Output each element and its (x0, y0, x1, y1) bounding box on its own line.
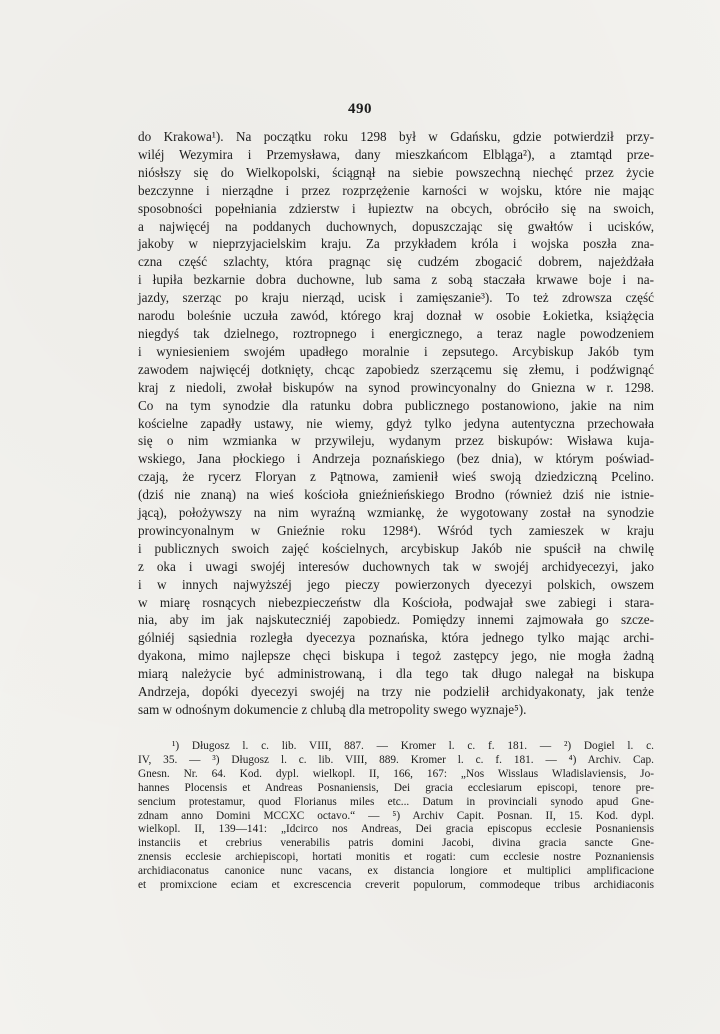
footnote-line: et promixcione eciam et excrescencia creverit populorum, commodeque tribus archidiaconis (138, 879, 654, 892)
body-line: do Krakowa¹). Na początku roku 1298 był w Gdańsku, gdzie potwierdził przy- (138, 129, 654, 144)
body-line: kościelne zapadły ustawy, nie wiemy, gdyż tylko jedyna autentyczna przechowała (138, 415, 654, 431)
footnote-line: sencium protestamur, quod Florianus miles etc... Datum in provinciali synodo apud Gne- (138, 795, 654, 808)
body-line: gólniéj sąsiednia rozległa dyecezya poznańska, która jednego tylko mając archi- (138, 630, 654, 646)
body-line: wiléj Wezymira i Przemysława, dany mieszkańcom Elbląga²), a ztamtąd prze- (138, 146, 654, 162)
body-line: narodu boleśnie uczuła zawód, którego kraj doznał w osobie Łokietka, książęcia (138, 308, 654, 324)
body-line: i publicznych swoich zajęć kościelnych, arcybiskup Jakób nie spuścił na chwilę (138, 540, 654, 556)
body-line: sposobności popełniania zdzierstw i łupieztw na obcych, obróciło się na swoich, (138, 200, 654, 216)
body-line: dyakona, mimo najlepsze chęci biskupa i tegoż zastępcy jego, nie mogła żadną (138, 648, 654, 664)
body-line: czają, że rycerz Floryan z Pątnowa, zamienił wieś swoją dziedziczną Pcelino. (138, 469, 654, 485)
body-line: sam w odnośnym dokumencie z chlubą dla metropolity swego wyznaje⁵). (138, 702, 527, 717)
footnote-line: IV, 35. — ³) Długosz l. c. lib. VIII, 889. Kromer l. c. f. 181. — ⁴) Archiv. Cap. (138, 753, 654, 766)
body-line: Co na tym synodzie dla ratunku dobra publicznego postanowiono, jakie na nim (138, 397, 654, 413)
footnote-line: Gnesn. Nr. 64. Kod. dypl. wielkopl. II, 166, 167: „Nos Wisslaus Wladislaviensis, Jo- (138, 767, 654, 780)
body-line: niósłszy się do Wielkopolski, ściągnął na siebie powszechną niechęć przez życie (138, 164, 654, 180)
body-line: jakoby w nieprzyjacielskim kraju. Za przykładem króla i wojska poszła zna- (138, 236, 654, 252)
body-line: wskiego, Jana płockiego i Andrzeja poznańskiego (bez dnia), w którym poświad- (138, 451, 654, 467)
body-line: Andrzeja, dopóki dyecezyi swojéj na trzy nie podzielił archidyakonaty, jak tenże (138, 684, 654, 700)
footnote-line: zdnam anno Domini MCCXC octavo.“ — ⁵) Archiv Capit. Posnan. II, 15. Kod. dypl. (138, 809, 654, 822)
footnote-line: instanciis et crebrius venerabilis patris domini Jacobi, divina gracia sancte Gne- (138, 837, 654, 850)
body-line: a najwięcéj na poddanych duchownych, dopuszczając się gwałtów i ucisków, (138, 218, 654, 234)
body-line: z oka i uwagi swojéj interesów duchownych tak w swojéj archidyecezyi, jako (138, 558, 654, 574)
footnotes (138, 740, 654, 893)
body-line: niegdyś tak dzielnego, roztropnego i energicznego, a teraz nagle powodzeniem (138, 325, 654, 341)
footnote-line: ¹) Długosz l. c. lib. VIII, 887. — Kromer l. c. f. 181. — ²) Dogiel l. c. (172, 740, 654, 752)
body-line: i łupiła bezkarnie dobra duchowne, lub sama z sobą staczała krwawe boje i na- (138, 272, 654, 288)
body-line: miarą należycie być administrowaną, i dla tego tak długo nalegał na biskupa (138, 666, 654, 682)
body-line: nia, aby im jak najskuteczniéj zapobiedz. Pomiędzy innemi zajmowała go szcze- (138, 612, 654, 628)
body-line: się o nim wzmianka w przywileju, wydanym przez biskupów: Wisława kuja- (138, 433, 654, 449)
footnote-line: hannes Plocensis et Andreas Posnaniensis, Dei gracia ecclesiarum episcopi, tenore pre- (138, 781, 654, 794)
body-line: i w innych najwyższéj jego pieczy powierzonych dyecezyi polskich, owszem (138, 576, 654, 592)
body-line: zawodem najwięcéj dotknięty, chcąc zapobiedz szerzącemu się złemu, i podźwignąć (138, 361, 654, 377)
footnote-line: znensis ecclesie archiepiscopi, hortati monitis et rogati: cum ecclesie nostre Poznaniensis (138, 851, 654, 864)
body-line: i wyniesieniem swojém upadłego moralnie i zepsutego. Arcybiskup Jakób tym (138, 343, 654, 359)
body-line: prowincyonalnym w Gnieźnie roku 1298⁴). Wśród tych zamieszek w kraju (138, 522, 654, 538)
body-text (138, 128, 654, 719)
body-line: w miarę rosnących niebezpieczeństw dla Kościoła, podwajał swe zabiegi i stara- (138, 594, 654, 610)
footnote-line: archidiaconatus canonice nunc vacans, ex distancia longiore et multiplici amplificacione (138, 865, 654, 878)
body-line: kraj z niedoli, zwołał biskupów na synod prowincyonalny do Gniezna w r. 1298. (138, 379, 654, 395)
footnote-line: wielkopl. II, 139—141: „Idcirco nos Andreas, Dei gracia episcopus ecclesie Posnaniensis (138, 823, 654, 836)
page-number: 490 (348, 101, 372, 117)
body-line: jącą), położywszy na nim wyraźną wzmiankę, że wygotowany został na synodzie (138, 505, 654, 521)
body-line: czna część szlachty, która pragnąc się cudzém zbogacić dobrem, najeżdżała (138, 254, 654, 270)
body-line: bezczynne i nierządne i przez rozprzężenie karności w wojsku, które nie mając (138, 182, 654, 198)
body-line: jazdy, szerząc po kraju nierząd, ucisk i zamięszanie³). To też zdrowsza część (138, 290, 654, 306)
body-line: (dziś nie znaną) na wieś kościoła gnieźnieńskiego Brodno (również dziś nie istnie- (138, 487, 654, 503)
